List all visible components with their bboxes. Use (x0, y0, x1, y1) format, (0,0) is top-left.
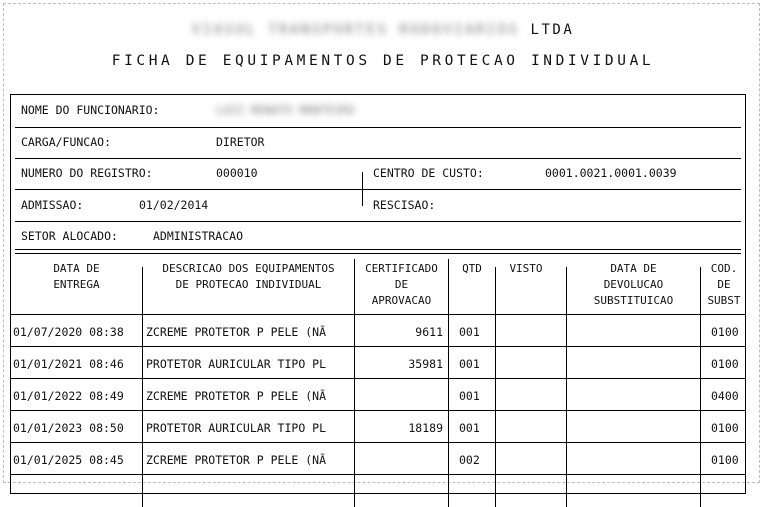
role-label: CARGA/FUNCAO: (21, 135, 112, 149)
sector-value: ADMINISTRACAO (153, 229, 244, 243)
employee-name-redacted: LUIZ RENATO MONTEIRO (216, 103, 355, 117)
document-title: FICHA DE EQUIPAMENTOS DE PROTECAO INDIVIDUAL (111, 53, 655, 69)
company-name-redacted: VIASUL TRANSPORTES RODOVIARIOS (191, 22, 520, 38)
termination-label: RESCISAO: (373, 198, 436, 212)
header-description-line: DE PROTECAO INDIVIDUAL (175, 278, 322, 291)
cost-center-label: CENTRO DE CUSTO: (373, 166, 484, 180)
row-date: 01/01/2025 08:45 (13, 453, 124, 467)
row-qtd: 001 (459, 421, 480, 435)
employee-name-label: NOME DO FUNCIONARIO: (21, 103, 160, 117)
header-description (143, 261, 354, 293)
header-description-line: DESCRICAO DOS EQUIPAMENTOS (162, 262, 335, 275)
row-description: ZCREME PROTETOR P PELE (NÃ (146, 389, 327, 403)
row-date: 01/01/2022 08:49 (13, 389, 124, 403)
row-divider (11, 442, 745, 443)
row-divider (11, 474, 745, 475)
row-description: PROTETOR AURICULAR TIPO PL (146, 421, 327, 435)
row-sub-code: 0100 (711, 453, 739, 467)
header-sub-code (701, 261, 747, 309)
row-divider (11, 378, 745, 379)
header-return-line: SUBSTITUICAO (593, 294, 674, 307)
header-sub-code-line: DE (717, 278, 731, 291)
header-return-line: DEVOLUCAO (603, 278, 664, 291)
header-certificate (355, 261, 448, 309)
divider (15, 253, 741, 254)
row-divider (11, 346, 745, 347)
divider (15, 189, 741, 190)
row-date: 01/01/2023 08:50 (13, 421, 124, 435)
header-return-line: DATA DE (610, 262, 657, 275)
row-qtd: 002 (459, 453, 480, 467)
registry-value: 000010 (216, 166, 258, 180)
column-divider (448, 259, 449, 507)
header-return-date (567, 261, 700, 309)
divider (15, 221, 741, 222)
row-description: PROTETOR AURICULAR TIPO PL (146, 357, 327, 371)
admission-label: ADMISSAO: (21, 198, 84, 212)
header-certificate-line: DE (394, 278, 409, 291)
form-box (10, 94, 746, 494)
row-qtd: 001 (459, 325, 480, 339)
cost-center-value: 0001.0021.0001.0039 (545, 166, 677, 180)
header-visto: VISTO (509, 262, 543, 275)
header-date-line: ENTREGA (53, 278, 100, 291)
row-sub-code: 0400 (711, 389, 739, 403)
row-description: ZCREME PROTETOR P PELE (NÃ (146, 325, 327, 339)
row-certificate: 9611 (415, 325, 443, 339)
header-sub-code-line: SUBST (707, 294, 741, 307)
row-certificate: 18189 (408, 421, 443, 435)
header-qtd: QTD (462, 262, 482, 275)
column-divider (495, 267, 496, 507)
row-divider (11, 314, 745, 315)
company-name (0, 22, 766, 38)
divider (15, 127, 741, 128)
company-suffix: LTDA (530, 22, 575, 38)
row-sub-code: 0100 (711, 357, 739, 371)
row-date: 01/07/2020 08:38 (13, 325, 124, 339)
divider (15, 158, 741, 159)
sector-label: SETOR ALOCADO: (21, 229, 118, 243)
registry-label: NUMERO DO REGISTRO: (21, 166, 153, 180)
header-certificate-line: APROVACAO (371, 294, 432, 307)
role-value: DIRETOR (216, 135, 265, 149)
divider (15, 249, 741, 250)
row-certificate: 35981 (408, 357, 443, 371)
header-sub-code-line: COD. (710, 262, 738, 275)
column-divider (142, 267, 143, 507)
header-date-line: DATA DE (53, 262, 100, 275)
row-sub-code: 0100 (711, 421, 739, 435)
admission-value: 01/02/2014 (139, 198, 209, 212)
row-divider (11, 410, 745, 411)
row-qtd: 001 (459, 357, 480, 371)
row-date: 01/01/2021 08:46 (13, 357, 124, 371)
header-certificate-line: CERTIFICADO (365, 262, 438, 275)
row-qtd: 001 (459, 389, 480, 403)
header-date (11, 261, 142, 293)
row-description: ZCREME PROTETOR P PELE (NÃ (146, 453, 327, 467)
row-sub-code: 0100 (711, 325, 739, 339)
